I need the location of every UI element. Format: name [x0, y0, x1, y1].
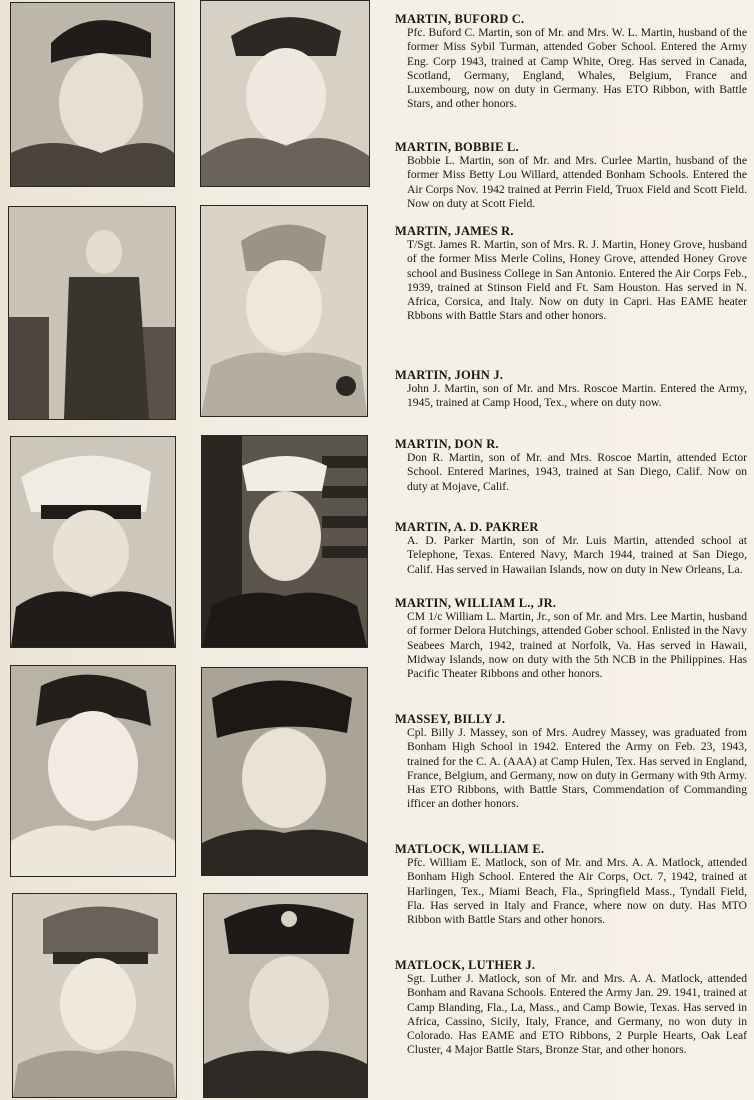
bio-entry-william-matlock: [395, 842, 747, 927]
entry-name: MARTIN, A. D. PAKRER: [395, 520, 539, 534]
biography-column: [395, 8, 747, 1098]
bio-entry-bobbie-martin: [395, 140, 747, 211]
portrait-ad-parker-martin: [201, 435, 368, 648]
entry-text: Cpl. Billy J. Massey, son of Mrs. Audrey Massey, was graduated from Bonham High School in 1942. Entered the Army on Feb. 23, 1943, trained for the C. A. (AAA) at Camp Hulen, Tex. Has served in England, France, Belgium, and Germany, now on duty in Germany with 9th Army. Has ETO Ribbons, with Battle Stars, Commendation of Commanding ifficer an dother honors.: [407, 726, 747, 811]
portrait-william-matlock: [12, 893, 177, 1098]
portrait-john-martin: [200, 205, 368, 417]
entry-text: Pfc. William E. Matlock, son of Mr. and Mrs. A. A. Matlock, attended Bonham High School. Entered the Air Corps, Oct. 7, 1942, trained at Harlingen, Tex., Miami Beach, Fla., Springfield Mass., Tyndall Field, Fla. Has served in Italy and France, where now on duty. Has MTO Ribbon with Battle Stars and other honors.: [407, 856, 747, 927]
bio-entry-luther-matlock: [395, 958, 747, 1058]
entry-name: MATLOCK, LUTHER J.: [395, 958, 536, 972]
entry-name: MATLOCK, WILLIAM E.: [395, 842, 545, 856]
entry-text: CM 1/c William L. Martin, Jr., son of Mr. and Mrs. Lee Martin, husband of former Delora Hutchings, attended Gober school. Enlisted in the Navy Seabees March, 1942, trained at Norfolk, Va. Has served in Hawaii, Midway Islands, now on duty with the 5th NCB in the Philippines. Has Pacific Theater Ribbons and other honors.: [407, 610, 747, 681]
bio-entry-billy-massey: [395, 712, 747, 812]
entry-text: Pfc. Buford C. Martin, son of Mr. and Mrs. W. L. Martin, husband of the former Miss Sybil Turman, attended Gober School. Entered the Army Eng. Corp 1943, trained at Camp White, Oreg. Has served in Canada, Scotland, Germany, England, Whales, Belgium, France and Luxembourg, now on duty in Germany. Has ETO Ribbon, with Battle Stars, and other honors.: [407, 26, 747, 111]
entry-text: A. D. Parker Martin, son of Mr. Luis Martin, attended school at Telephone, Texas. Entered Navy, March 1944, trained at San Diego, Calif. Has served in Hawaiian Islands, now on duty in New Orleans, La.: [407, 534, 747, 576]
entry-text: T/Sgt. James R. Martin, son of Mrs. R. J. Martin, Honey Grove, husband of the former Miss Merle Colins, Honey Grove, attended Honey Grove school and Business College in San Antonio. Entered the Air Corps Feb., 1939, trained at Stinson Field and Ft. Sam Houston. Has served in N. Africa, Corsica, and Italy. Now on duty in Capri. Has EAME heater Rbbons with Battle Stars and other honors.: [407, 238, 747, 323]
bio-entry-buford-martin: [395, 12, 747, 112]
portrait-buford-martin: [10, 2, 175, 187]
entry-name: MARTIN, JOHN J.: [395, 368, 504, 382]
entry-name: MARTIN, DON R.: [395, 437, 499, 451]
portrait-billy-massey: [201, 667, 368, 876]
entry-name: MASSEY, BILLY J.: [395, 712, 506, 726]
entry-name: MARTIN, JAMES R.: [395, 224, 514, 238]
entry-name: MARTIN, BOBBIE L.: [395, 140, 519, 154]
portrait-james-martin: [8, 206, 176, 420]
entry-text: John J. Martin, son of Mr. and Mrs. Roscoe Martin. Entered the Army, 1945, trained at Camp Hood, Tex., where on duty now.: [407, 382, 747, 410]
portrait-luther-matlock: [203, 893, 368, 1098]
bio-entry-don-martin: [395, 437, 747, 494]
portrait-william-martin: [10, 665, 176, 877]
entry-text: Bobbie L. Martin, son of Mr. and Mrs. Curlee Martin, husband of the former Miss Betty Lou Willard, attended Bonham Schools. Entered the Air Corps Nov. 1942 trained at Perrin Field, Truox Field and Scott Field. Now on duty at Scott Field.: [407, 154, 747, 210]
bio-entry-ad-parker-martin: [395, 520, 747, 577]
entry-name: MARTIN, BUFORD C.: [395, 12, 525, 26]
entry-text: Sgt. Luther J. Matlock, son of Mr. and Mrs. A. A. Matlock, attended Bonham and Ravana Schools. Entered the Army Jan. 29. 1941, trained at Camp Blanding, Fla., La, Mass., and Camp Bowie, Texas. Has served in Africa, Cassino, Sicily, Italy, France, and Germany, no won duty in Colorado. Has EAME and ETO Ribbons, 2 Purple Hearts, Oak Leaf Cluster, 4 Major Battle Stars, Bronze Star, and other honors.: [407, 972, 747, 1057]
bio-entry-william-martin: [395, 596, 747, 681]
entry-name: MARTIN, WILLIAM L., JR.: [395, 596, 557, 610]
bio-entry-james-martin: [395, 224, 747, 324]
bio-entry-john-martin: [395, 368, 747, 411]
portrait-don-martin: [10, 436, 176, 648]
portrait-bobbie-martin: [200, 0, 370, 187]
entry-text: Don R. Martin, son of Mr. and Mrs. Roscoe Martin, attended Ector School. Entered Marines, 1943, trained at San Diego, Calif. Now on duty at Mojave, Calif.: [407, 451, 747, 493]
